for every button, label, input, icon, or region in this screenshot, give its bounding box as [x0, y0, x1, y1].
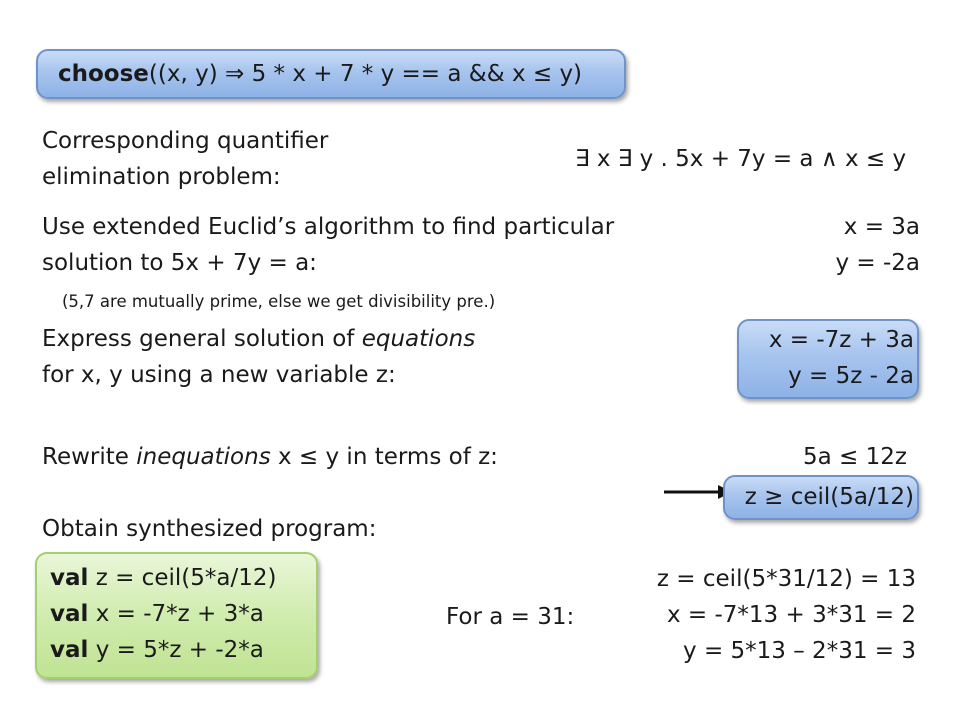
- synthesized-program-label: Obtain synthesized program:: [42, 516, 377, 542]
- example-y: y = 5*13 – 2*31 = 3: [683, 638, 916, 664]
- inequations-word: inequations: [136, 444, 271, 470]
- euclid-line2: solution to 5x + 7y = a:: [42, 250, 317, 276]
- val-keyword: val: [50, 601, 89, 627]
- euclid-y-solution: y = -2a: [835, 250, 920, 276]
- program-x-expr: x = -7*z + 3*a: [88, 601, 264, 627]
- example-z: z = ceil(5*31/12) = 13: [656, 566, 916, 592]
- general-solution-line1: [42, 322, 475, 356]
- euclid-x-solution: x = 3a: [843, 214, 920, 240]
- program-z-expr: z = ceil(5*a/12): [88, 565, 277, 591]
- rewrite-suffix: x ≤ y in terms of z:: [270, 444, 498, 470]
- rewrite-inequations-label: [42, 440, 498, 474]
- val-keyword: val: [50, 565, 89, 591]
- general-y-solution: y = 5z - 2a: [788, 363, 914, 389]
- coprime-note: (5,7 are mutually prime, else we get divisibility pre.): [62, 292, 496, 311]
- program-line-z: [50, 561, 276, 595]
- example-label: For a = 31:: [446, 604, 575, 630]
- rewrite-prefix: Rewrite: [42, 444, 137, 470]
- equations-word: equations: [361, 326, 476, 352]
- euclid-line1: Use extended Euclid’s algorithm to find particular: [42, 214, 615, 240]
- general-solution-prefix: Express general solution of: [42, 326, 362, 352]
- choose-arguments: ((x, y) ⇒ 5 * x + 7 * y == a && x ≤ y): [148, 61, 583, 87]
- program-line-y: [50, 633, 264, 667]
- program-y-expr: y = 5*z + -2*a: [88, 637, 264, 663]
- qe-formula: ∃ x ∃ y . 5x + 7y = a ∧ x ≤ y: [575, 146, 907, 172]
- choose-expression: [58, 57, 582, 91]
- val-keyword: val: [50, 637, 89, 663]
- qe-label-line1: Corresponding quantifier: [42, 128, 329, 154]
- choose-keyword: choose: [58, 61, 149, 87]
- z-lower-bound: z ≥ ceil(5a/12): [744, 484, 914, 510]
- example-x: x = -7*13 + 3*31 = 2: [666, 602, 916, 628]
- general-x-solution: x = -7z + 3a: [768, 327, 914, 353]
- program-line-x: [50, 597, 264, 631]
- inequality-in-z: 5a ≤ 12z: [803, 444, 907, 470]
- qe-label-line2: elimination problem:: [42, 164, 281, 190]
- general-solution-line2: for x, y using a new variable z:: [42, 362, 396, 388]
